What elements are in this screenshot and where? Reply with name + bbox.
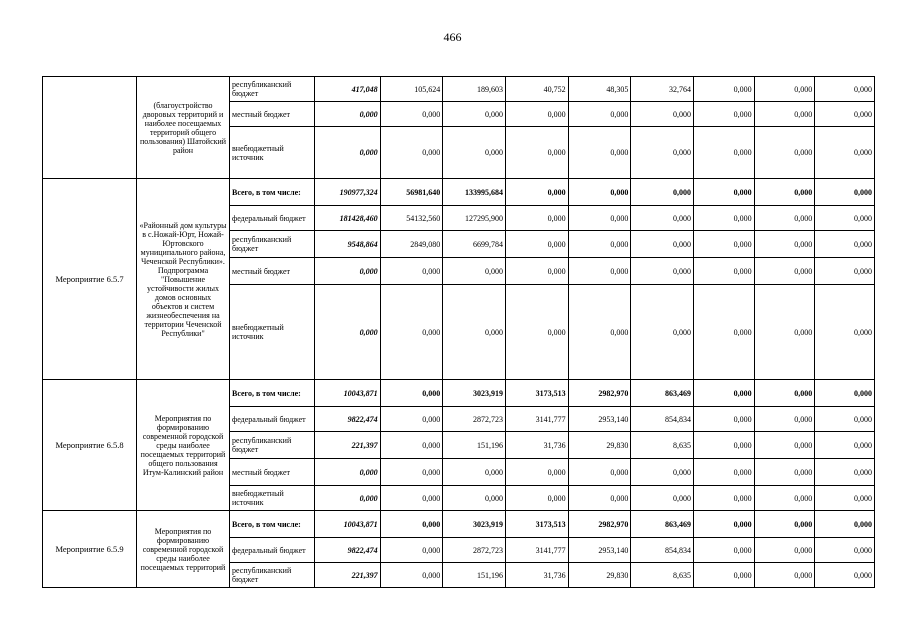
value-cell: 2953,140 (568, 407, 631, 432)
value-cell: 105,624 (380, 77, 443, 102)
value-cell: 0,000 (815, 77, 875, 102)
value-cell: 0,000 (505, 206, 568, 231)
table-row (43, 77, 875, 102)
value-cell: 0,000 (631, 127, 694, 179)
value-cell: 0,000 (815, 432, 875, 459)
value-cell: 0,000 (815, 206, 875, 231)
value-cell: 0,000 (568, 179, 631, 206)
value-cell: 0,000 (568, 258, 631, 285)
value-cell: 29,830 (568, 432, 631, 459)
value-cell: 0,000 (380, 486, 443, 511)
value-cell: 56981,640 (380, 179, 443, 206)
value-cell: 0,000 (754, 285, 815, 380)
value-cell: 0,000 (693, 258, 754, 285)
value-cell: 0,000 (815, 459, 875, 486)
funding-source-cell: республиканский бюджет (230, 432, 315, 459)
value-cell: 2982,970 (568, 511, 631, 538)
value-cell: 0,000 (815, 285, 875, 380)
total-cell: 181428,460 (314, 206, 380, 231)
value-cell: 0,000 (693, 432, 754, 459)
value-cell: 3141,777 (505, 538, 568, 563)
total-cell: 0,000 (314, 285, 380, 380)
value-cell: 151,196 (443, 432, 506, 459)
funding-source-cell: внебюджетный источник (230, 285, 315, 380)
value-cell: 0,000 (505, 459, 568, 486)
value-cell: 0,000 (815, 563, 875, 588)
value-cell: 0,000 (380, 538, 443, 563)
value-cell: 0,000 (380, 380, 443, 407)
value-cell: 0,000 (568, 102, 631, 127)
total-cell: 221,397 (314, 432, 380, 459)
value-cell: 0,000 (380, 563, 443, 588)
value-cell: 0,000 (380, 511, 443, 538)
value-cell: 0,000 (815, 380, 875, 407)
funding-source-cell: внебюджетный источник (230, 486, 315, 511)
funding-source-cell: республиканский бюджет (230, 77, 315, 102)
value-cell: 0,000 (693, 407, 754, 432)
value-cell: 0,000 (505, 258, 568, 285)
measure-cell: Мероприятие 6.5.7 (43, 179, 137, 380)
description-cell: (благоустройство дворовых территорий и наиболее посещаемых территорий общего пользования) Шатойский район (137, 77, 230, 179)
value-cell: 0,000 (693, 511, 754, 538)
value-cell: 2872,723 (443, 538, 506, 563)
value-cell: 0,000 (380, 285, 443, 380)
value-cell: 0,000 (505, 127, 568, 179)
value-cell: 0,000 (443, 285, 506, 380)
value-cell: 151,196 (443, 563, 506, 588)
value-cell: 0,000 (693, 206, 754, 231)
value-cell: 0,000 (631, 486, 694, 511)
value-cell: 0,000 (693, 231, 754, 258)
funding-source-cell: республиканский бюджет (230, 563, 315, 588)
total-cell: 9548,864 (314, 231, 380, 258)
total-cell: 417,048 (314, 77, 380, 102)
value-cell: 0,000 (568, 285, 631, 380)
value-cell: 0,000 (443, 102, 506, 127)
total-cell: 9822,474 (314, 538, 380, 563)
value-cell: 0,000 (443, 258, 506, 285)
value-cell: 0,000 (693, 179, 754, 206)
value-cell: 133995,684 (443, 179, 506, 206)
table-row (43, 179, 875, 206)
value-cell: 2849,080 (380, 231, 443, 258)
value-cell: 0,000 (443, 486, 506, 511)
description-cell: Мероприятия по формированию современной городской среды наиболее посещаемых территорий (137, 511, 230, 588)
value-cell: 0,000 (380, 258, 443, 285)
value-cell: 0,000 (754, 179, 815, 206)
funding-source-cell: местный бюджет (230, 459, 315, 486)
page-number: 466 (443, 30, 462, 44)
value-cell: 0,000 (754, 206, 815, 231)
value-cell: 854,834 (631, 538, 694, 563)
value-cell: 0,000 (631, 285, 694, 380)
value-cell: 29,830 (568, 563, 631, 588)
value-cell: 0,000 (754, 538, 815, 563)
value-cell: 0,000 (380, 127, 443, 179)
value-cell: 0,000 (631, 231, 694, 258)
value-cell: 0,000 (568, 206, 631, 231)
value-cell: 0,000 (754, 258, 815, 285)
table-body (43, 77, 875, 588)
value-cell: 3141,777 (505, 407, 568, 432)
value-cell: 0,000 (505, 102, 568, 127)
total-cell: 10043,871 (314, 380, 380, 407)
total-cell: 0,000 (314, 486, 380, 511)
funding-source-cell: местный бюджет (230, 258, 315, 285)
value-cell: 0,000 (505, 231, 568, 258)
total-cell: 9822,474 (314, 407, 380, 432)
value-cell: 0,000 (754, 407, 815, 432)
measure-cell (43, 77, 137, 179)
value-cell: 40,752 (505, 77, 568, 102)
value-cell: 0,000 (380, 432, 443, 459)
value-cell: 0,000 (754, 77, 815, 102)
description-cell: «Районный дом культуры в с.Ножай-Юрт, Ножай-Юртовского муниципального района, Чеченской Республики». Подпрограмма "Повышение устойчивости жилых домов основных объектов и систем жизнеобеспечения на территории Чеченской Республики" (137, 179, 230, 380)
value-cell: 863,469 (631, 380, 694, 407)
value-cell: 0,000 (568, 127, 631, 179)
value-cell: 3173,513 (505, 380, 568, 407)
value-cell: 0,000 (693, 563, 754, 588)
funding-source-cell: федеральный бюджет (230, 407, 315, 432)
value-cell: 0,000 (754, 563, 815, 588)
value-cell: 0,000 (380, 459, 443, 486)
value-cell: 3173,513 (505, 511, 568, 538)
value-cell: 0,000 (754, 102, 815, 127)
value-cell: 0,000 (693, 285, 754, 380)
funding-source-cell: внебюджетный источник (230, 127, 315, 179)
funding-source-cell: местный бюджет (230, 102, 315, 127)
total-cell: 190977,324 (314, 179, 380, 206)
value-cell: 0,000 (693, 538, 754, 563)
value-cell: 31,736 (505, 432, 568, 459)
value-cell: 0,000 (505, 486, 568, 511)
value-cell: 0,000 (693, 380, 754, 407)
measure-cell: Мероприятие 6.5.9 (43, 511, 137, 588)
value-cell: 0,000 (693, 127, 754, 179)
value-cell: 0,000 (380, 102, 443, 127)
value-cell: 48,305 (568, 77, 631, 102)
funding-source-cell: федеральный бюджет (230, 206, 315, 231)
total-cell: 0,000 (314, 459, 380, 486)
funding-source-cell: Всего, в том числе: (230, 511, 315, 538)
description-cell: Мероприятия по формированию современной городской среды наиболее посещаемых территорий общего пользования Итум-Калинский район (137, 380, 230, 511)
value-cell: 127295,900 (443, 206, 506, 231)
value-cell: 0,000 (754, 127, 815, 179)
value-cell: 0,000 (815, 179, 875, 206)
value-cell: 54132,560 (380, 206, 443, 231)
value-cell: 0,000 (754, 380, 815, 407)
value-cell: 0,000 (815, 231, 875, 258)
value-cell: 0,000 (505, 179, 568, 206)
value-cell: 8,635 (631, 563, 694, 588)
value-cell: 0,000 (631, 102, 694, 127)
value-cell: 0,000 (815, 511, 875, 538)
value-cell: 2953,140 (568, 538, 631, 563)
value-cell: 0,000 (693, 459, 754, 486)
table-row (43, 511, 875, 538)
value-cell: 0,000 (815, 102, 875, 127)
value-cell: 6699,784 (443, 231, 506, 258)
value-cell: 0,000 (815, 258, 875, 285)
total-cell: 0,000 (314, 127, 380, 179)
value-cell: 2982,970 (568, 380, 631, 407)
value-cell: 0,000 (815, 407, 875, 432)
funding-source-cell: Всего, в том числе: (230, 179, 315, 206)
funding-source-cell: республиканский бюджет (230, 231, 315, 258)
value-cell: 0,000 (754, 432, 815, 459)
value-cell: 0,000 (754, 486, 815, 511)
total-cell: 10043,871 (314, 511, 380, 538)
table-row (43, 380, 875, 407)
value-cell: 0,000 (568, 486, 631, 511)
value-cell: 0,000 (815, 127, 875, 179)
total-cell: 221,397 (314, 563, 380, 588)
value-cell: 854,834 (631, 407, 694, 432)
value-cell: 8,635 (631, 432, 694, 459)
funding-source-cell: федеральный бюджет (230, 538, 315, 563)
value-cell: 0,000 (568, 231, 631, 258)
value-cell: 31,736 (505, 563, 568, 588)
value-cell: 0,000 (380, 407, 443, 432)
total-cell: 0,000 (314, 102, 380, 127)
budget-table (42, 76, 875, 588)
value-cell: 0,000 (815, 486, 875, 511)
value-cell: 0,000 (754, 459, 815, 486)
value-cell: 0,000 (693, 486, 754, 511)
value-cell: 0,000 (631, 258, 694, 285)
value-cell: 189,603 (443, 77, 506, 102)
funding-source-cell: Всего, в том числе: (230, 380, 315, 407)
value-cell: 2872,723 (443, 407, 506, 432)
value-cell: 3023,919 (443, 511, 506, 538)
value-cell: 0,000 (631, 206, 694, 231)
value-cell: 0,000 (754, 511, 815, 538)
value-cell: 0,000 (443, 459, 506, 486)
value-cell: 0,000 (631, 459, 694, 486)
value-cell: 0,000 (693, 77, 754, 102)
value-cell: 0,000 (505, 285, 568, 380)
value-cell: 0,000 (443, 127, 506, 179)
value-cell: 0,000 (815, 538, 875, 563)
value-cell: 0,000 (631, 179, 694, 206)
value-cell: 0,000 (693, 102, 754, 127)
value-cell: 3023,919 (443, 380, 506, 407)
value-cell: 0,000 (568, 459, 631, 486)
measure-cell: Мероприятие 6.5.8 (43, 380, 137, 511)
value-cell: 32,764 (631, 77, 694, 102)
total-cell: 0,000 (314, 258, 380, 285)
value-cell: 863,469 (631, 511, 694, 538)
value-cell: 0,000 (754, 231, 815, 258)
